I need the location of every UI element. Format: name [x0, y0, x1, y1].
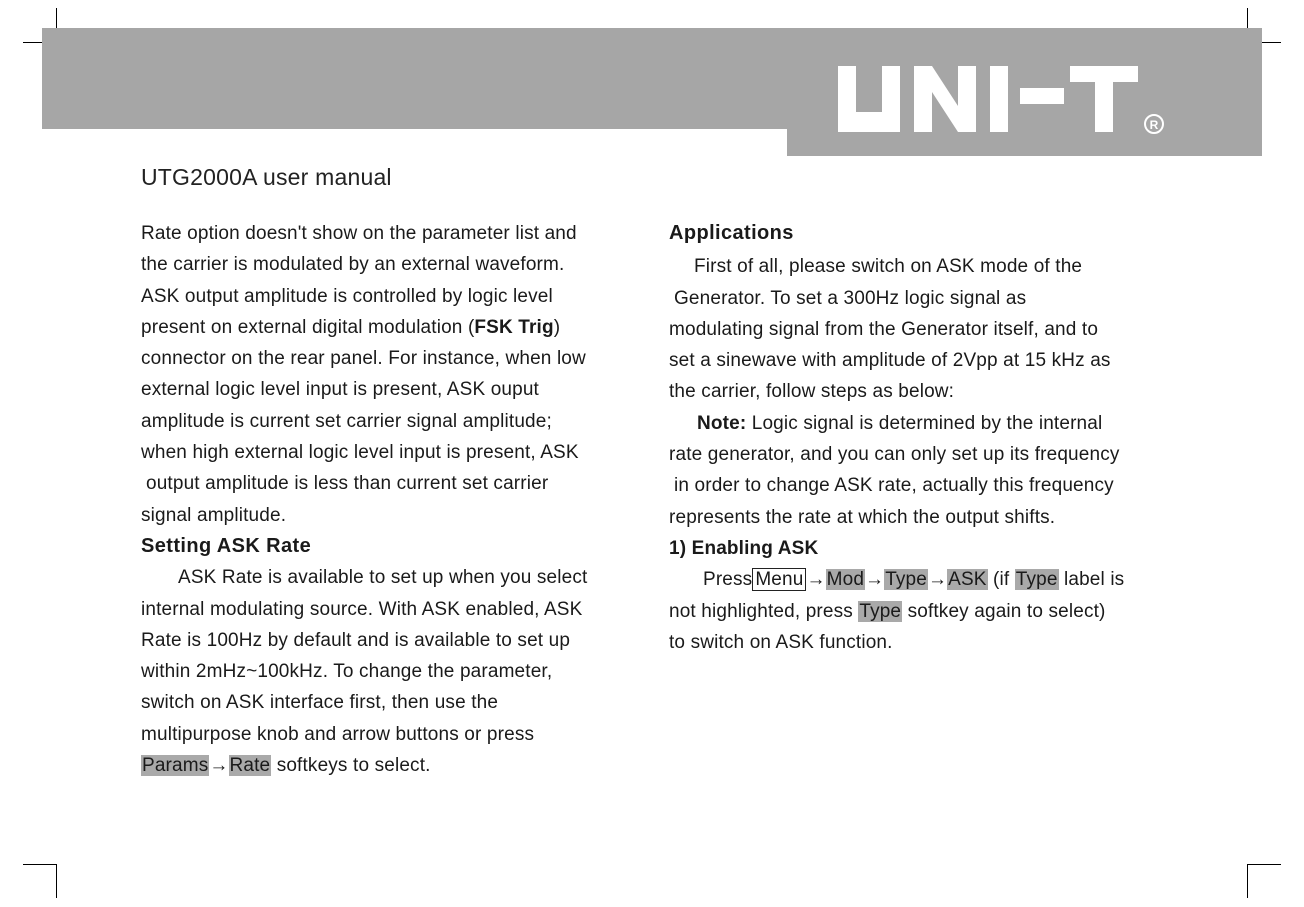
text-line — [669, 596, 1184, 627]
text-line — [141, 312, 646, 343]
section-heading: Setting ASK Rate — [141, 534, 312, 557]
text-line: in order to change ASK rate, actually this frequency — [674, 475, 1114, 497]
text-fragment: not highlighted, press — [669, 600, 859, 622]
arrow-glyph: → — [209, 755, 229, 777]
text-line: represents the rate at which the output shifts. — [669, 506, 1056, 528]
text-fragment: ) — [553, 316, 561, 338]
text-line: switch on ASK interface first, then use the — [141, 692, 499, 714]
text-line — [669, 408, 1184, 439]
text-line: signal amplitude. — [141, 504, 287, 526]
text-line: when high external logic level input is present, ASK — [141, 442, 579, 464]
text-line: amplitude is current set carrier signal amplitude; — [141, 410, 552, 432]
text-line: external logic level input is present, ASK ouput — [141, 379, 539, 401]
brand-logo-graphic — [836, 58, 1176, 138]
crop-mark-bottom-right-v — [1247, 864, 1248, 898]
section-heading: Applications — [669, 222, 794, 244]
softkey-params: Params — [142, 755, 209, 777]
text-line: output amplitude is less than current set carrier — [146, 473, 549, 495]
text-fragment: (if — [987, 569, 1015, 591]
text-line: Rate option doesn't show on the parameter list and — [141, 223, 577, 244]
text-fragment: softkeys to select. — [271, 755, 431, 777]
softkey-type: Type — [859, 600, 902, 622]
text-line — [141, 750, 646, 781]
text-line: connector on the rear panel. For instance, when low — [141, 348, 586, 370]
text-fragment: present on external digital modulation ( — [141, 316, 475, 338]
text-line: to switch on ASK function. — [669, 631, 893, 653]
text-line: modulating signal from the Generator itself, and to — [669, 318, 1099, 340]
text-line: the carrier is modulated by an external waveform. — [141, 254, 565, 276]
text-line: set a sinewave with amplitude of 2Vpp at 15 kHz as — [669, 350, 1111, 372]
brand-logo — [836, 58, 1176, 138]
text-line: rate generator, and you can only set up its frequency — [669, 444, 1120, 466]
softkey-mod: Mod — [826, 569, 865, 591]
text-line: internal modulating source. With ASK enabled, ASK — [141, 598, 583, 620]
key-menu: Menu — [752, 568, 806, 591]
softkey-rate: Rate — [229, 755, 271, 777]
text-line: multipurpose knob and arrow buttons or press — [141, 723, 535, 745]
softkey-type: Type — [885, 569, 927, 591]
connector-label: FSK Trig — [474, 316, 554, 338]
text-line: ASK Rate is available to set up when you select — [178, 567, 588, 589]
arrow-glyph: → — [928, 569, 948, 591]
right-column — [669, 218, 1184, 658]
left-column — [141, 218, 646, 781]
text-line: ASK output amplitude is controlled by logic level — [141, 285, 553, 307]
text-line: Rate is 100Hz by default and is available to set up — [141, 629, 571, 651]
registered-mark: R — [1149, 118, 1159, 132]
text-fragment: softkey again to select) — [902, 600, 1106, 622]
crop-mark-bottom-right-h — [1247, 864, 1281, 865]
crop-mark-bottom-left-v — [56, 864, 57, 898]
text-fragment: label is — [1058, 569, 1125, 591]
note-label: Note: — [697, 412, 747, 434]
softkey-ask: ASK — [948, 569, 987, 591]
step-heading: 1) Enabling ASK — [669, 537, 819, 559]
text-line: First of all, please switch on ASK mode of the — [694, 256, 1083, 278]
text-fragment: Press — [703, 569, 753, 591]
softkey-type: Type — [1015, 569, 1058, 591]
text-line — [669, 564, 1184, 595]
text-line: within 2mHz~100kHz. To change the parameter, — [141, 661, 553, 683]
crop-mark-bottom-left-h — [23, 864, 57, 865]
text-fragment: Logic signal is determined by the internal — [746, 412, 1103, 434]
arrow-glyph: → — [806, 569, 826, 591]
manual-title: UTG2000A user manual — [141, 164, 392, 190]
text-line: the carrier, follow steps as below: — [669, 381, 955, 403]
arrow-glyph: → — [865, 569, 885, 591]
text-line: Generator. To set a 300Hz logic signal as — [674, 287, 1027, 309]
